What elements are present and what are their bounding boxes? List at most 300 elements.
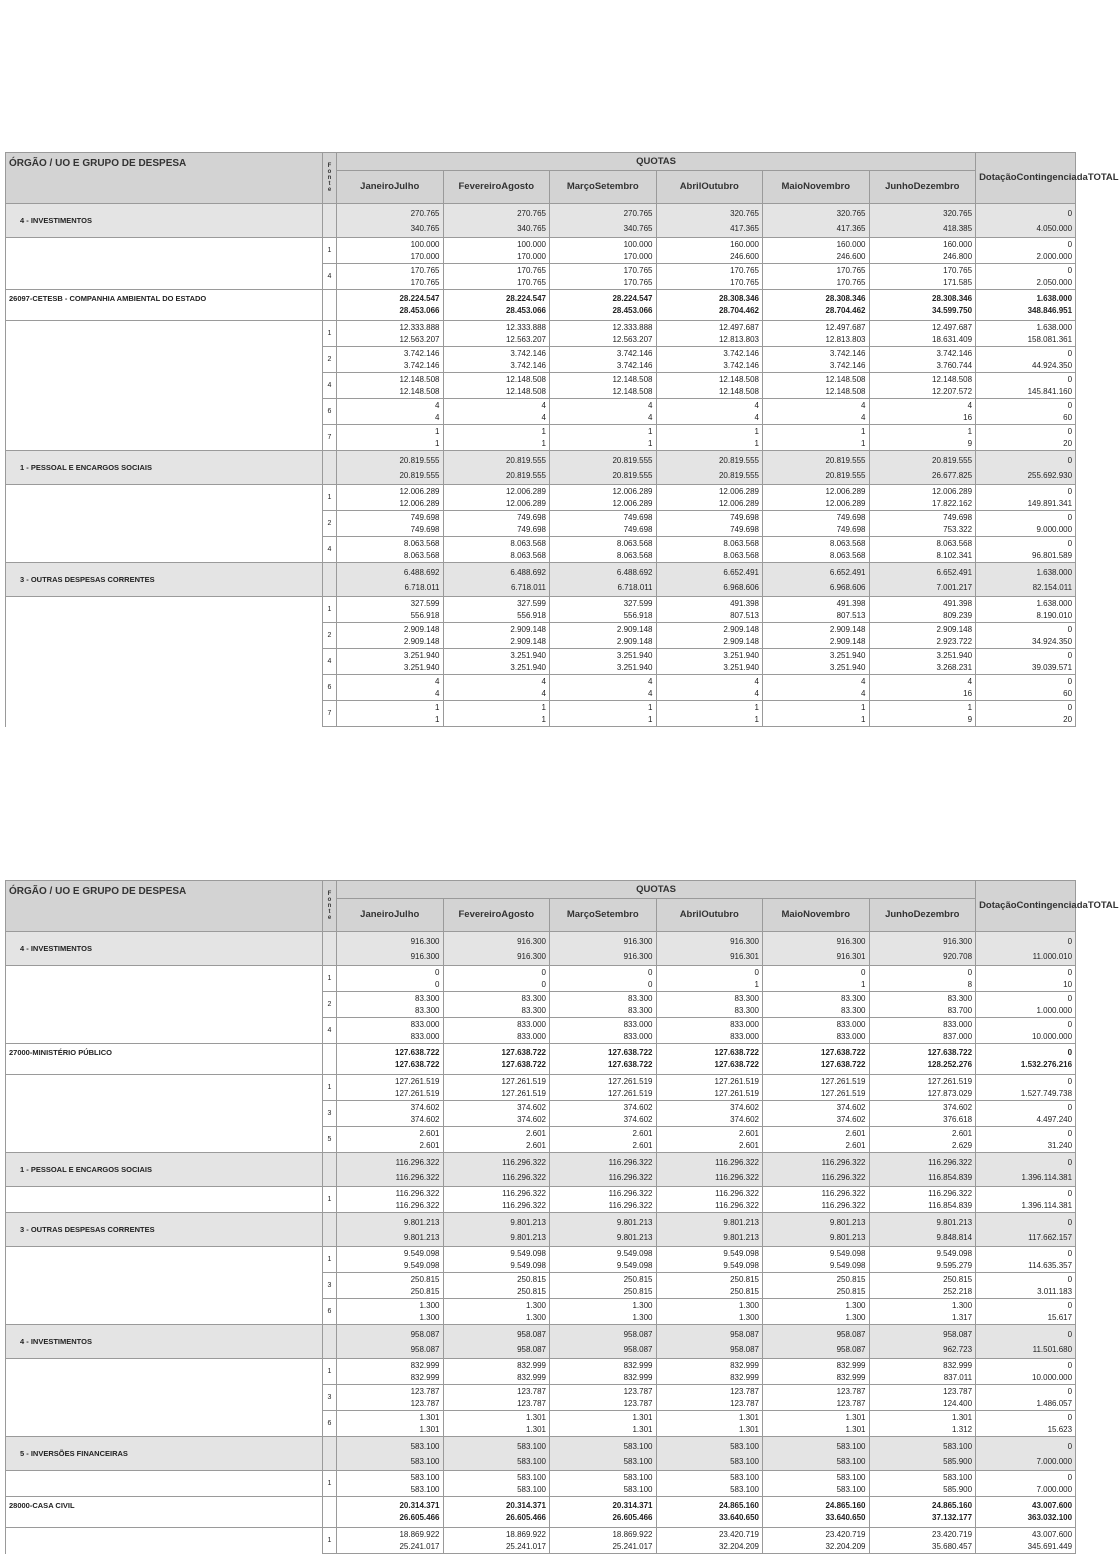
quota-value-second: 1 — [541, 438, 546, 448]
quota-value-second: 4 — [754, 688, 759, 698]
quota-value-first: 12.148.508 — [932, 374, 973, 384]
quotas-table-2 — [5, 880, 1119, 1554]
quota-cell — [337, 623, 444, 649]
quota-value-second: 116.296.322 — [715, 1172, 759, 1182]
quota-cell — [337, 1153, 444, 1187]
quota-value-first: 3.742.146 — [723, 348, 759, 358]
quota-cell — [550, 1359, 657, 1385]
quota-value-second: 2.909.148 — [829, 636, 866, 646]
quota-value-first: 9.549.098 — [829, 1248, 866, 1258]
quota-cell — [443, 675, 550, 701]
quota-value-second: 170.000 — [410, 251, 440, 261]
fonte-letter: o — [327, 897, 332, 903]
quota-value-first: 18.869.922 — [399, 1529, 440, 1539]
quota-value-first: 327.599 — [517, 598, 546, 608]
quota-value-second: 374.602 — [517, 1114, 546, 1124]
fonte-row — [6, 597, 1076, 623]
quota-value-first: 3.742.146 — [829, 348, 866, 358]
quota-value-second: 340.765 — [517, 223, 546, 233]
fonte-row — [6, 399, 1076, 425]
quota-cell — [550, 1299, 657, 1325]
fonte-code: 1 — [323, 597, 337, 623]
quota-value-second: 0 — [648, 979, 653, 989]
quota-value-first: 100.000 — [517, 239, 546, 249]
quota-value-second: 3.742.146 — [829, 360, 866, 370]
quota-value-second: 170.765 — [836, 277, 866, 287]
header-row — [6, 881, 1076, 899]
total-value: 363.032.100 — [1027, 1513, 1073, 1522]
total-cell — [976, 264, 1076, 290]
quota-cell — [763, 1075, 870, 1101]
quota-cell — [443, 1437, 550, 1471]
quota-value-second: 9 — [967, 714, 973, 724]
quota-value-second: 12.563.207 — [399, 334, 440, 344]
quota-value-second: 123.787 — [517, 1398, 546, 1408]
group-row — [6, 1437, 1076, 1471]
quota-cell — [443, 485, 550, 511]
total-cell — [976, 1273, 1076, 1299]
quota-value-second: 4 — [541, 412, 546, 422]
fonte-row — [6, 373, 1076, 399]
quota-value-first: 916.300 — [623, 936, 653, 946]
quota-value-first: 8.063.568 — [616, 538, 653, 548]
total-value: 8.190.010 — [1036, 610, 1073, 620]
quota-value-first: 583.100 — [730, 1441, 759, 1451]
quota-value-first: 4 — [541, 676, 546, 686]
quota-cell — [656, 1187, 763, 1213]
org-row — [6, 290, 1076, 321]
quota-value-second: 833.000 — [623, 1031, 653, 1041]
quota-cell — [656, 1471, 763, 1497]
quota-value-second: 3.251.940 — [616, 662, 653, 672]
row-label — [6, 649, 323, 675]
fonte-code: 3 — [323, 1101, 337, 1127]
quota-value-second: 25.241.017 — [505, 1541, 546, 1551]
quota-cell — [869, 623, 976, 649]
contingenciada-label: Contingenciada — [1016, 172, 1088, 183]
quota-value-second: 12.207.572 — [932, 386, 973, 396]
quota-value-first: 250.815 — [623, 1274, 653, 1284]
quota-value-first: 0 — [967, 967, 973, 977]
quota-value-first: 958.087 — [836, 1329, 866, 1339]
quota-value-first: 3.742.146 — [403, 348, 440, 358]
quota-value-first: 374.602 — [410, 1102, 440, 1112]
quota-value-second: 170.765 — [730, 277, 759, 287]
quota-value-first: 24.865.160 — [932, 1501, 973, 1510]
quota-value-first: 4 — [648, 676, 653, 686]
quota-cell — [656, 597, 763, 623]
fonte-row — [6, 511, 1076, 537]
quota-value-second: 127.261.519 — [395, 1088, 440, 1098]
quota-value-first: 116.296.322 — [608, 1188, 653, 1198]
quota-value-first: 170.765 — [730, 265, 759, 275]
fonte-letter: e — [327, 187, 332, 193]
quota-cell — [656, 238, 763, 264]
quota-cell — [443, 1044, 550, 1075]
dotacao-value: 0 — [1067, 1472, 1073, 1482]
month-header — [443, 899, 550, 932]
orgao-header: ÓRGÃO / UO E GRUPO DE DESPESA — [6, 881, 323, 932]
quota-value-second: 127.638.722 — [821, 1060, 866, 1069]
quota-cell — [443, 425, 550, 451]
quota-value-first: 6.652.491 — [829, 567, 866, 577]
fonte-code — [323, 1437, 337, 1471]
quota-value-first: 749.698 — [943, 512, 973, 522]
fonte-letter: n — [327, 175, 332, 181]
quota-value-second: 1 — [754, 979, 759, 989]
quota-value-second: 252.218 — [943, 1286, 973, 1296]
quota-value-second: 837.000 — [943, 1031, 973, 1041]
quota-value-first: 250.815 — [410, 1274, 440, 1284]
fonte-code — [323, 204, 337, 238]
quota-value-first: 20.819.555 — [718, 455, 759, 465]
quota-value-second: 832.999 — [623, 1372, 653, 1382]
quota-value-second: 127.638.722 — [395, 1060, 440, 1069]
quota-value-second: 170.000 — [623, 251, 653, 261]
total-cell — [976, 1359, 1076, 1385]
quota-value-first: 0 — [754, 967, 759, 977]
quota-value-second: 250.815 — [623, 1286, 653, 1296]
dotacao-label: Dotação — [979, 172, 1017, 183]
quota-value-first: 9.549.098 — [723, 1248, 759, 1258]
quota-value-second: 25.241.017 — [612, 1541, 653, 1551]
total-cell — [976, 537, 1076, 563]
quota-value-first: 0 — [541, 967, 546, 977]
total-value: 11.000.010 — [1032, 951, 1073, 961]
quota-value-first: 123.787 — [623, 1386, 653, 1396]
fonte-row — [6, 1528, 1076, 1554]
quota-value-second: 9.549.098 — [829, 1260, 866, 1270]
fonte-code: 4 — [323, 649, 337, 675]
quota-value-first: 12.148.508 — [399, 374, 440, 384]
month-second-half: Outubro — [701, 909, 739, 920]
quota-value-first: 1.301 — [632, 1412, 653, 1422]
total-cell — [976, 1018, 1076, 1044]
total-value: 60 — [1063, 412, 1073, 422]
quota-cell — [443, 932, 550, 966]
quota-value-second: 2.601 — [632, 1140, 653, 1150]
quota-value-second: 12.006.289 — [612, 498, 653, 508]
quota-value-first: 250.815 — [943, 1274, 973, 1284]
quota-cell — [656, 290, 763, 321]
quota-value-first: 1.301 — [419, 1412, 440, 1422]
quota-value-first: 123.787 — [730, 1386, 759, 1396]
dotacao-value: 0 — [1067, 208, 1073, 218]
quota-value-second: 26.677.825 — [932, 470, 973, 480]
row-label — [6, 264, 323, 290]
quota-value-second: 583.100 — [623, 1484, 653, 1494]
quota-value-second: 4 — [648, 412, 653, 422]
fonte-row — [6, 1018, 1076, 1044]
quota-value-first: 18.869.922 — [612, 1529, 653, 1539]
quota-value-first: 28.308.346 — [718, 294, 759, 303]
quota-value-first: 1.301 — [845, 1412, 866, 1422]
fonte-code: 7 — [323, 701, 337, 727]
quota-value-first: 127.261.519 — [395, 1076, 440, 1086]
fonte-row — [6, 1273, 1076, 1299]
quota-value-second: 7.001.217 — [936, 582, 973, 592]
quota-cell — [550, 1273, 657, 1299]
quota-value-second: 3.268.231 — [936, 662, 973, 672]
quota-value-first: 116.296.322 — [928, 1188, 973, 1198]
row-label — [6, 597, 323, 623]
fonte-row — [6, 1471, 1076, 1497]
quota-value-second: 116.296.322 — [608, 1200, 653, 1210]
total-value: 158.081.361 — [1027, 334, 1073, 344]
quota-value-first: 0 — [861, 967, 866, 977]
quota-cell — [656, 204, 763, 238]
total-cell — [976, 1187, 1076, 1213]
quota-value-first: 9.549.098 — [936, 1248, 973, 1258]
quota-cell — [337, 1018, 444, 1044]
fonte-code: 1 — [323, 238, 337, 264]
total-value: 9.000.000 — [1036, 524, 1073, 534]
dotacao-value: 0 — [1067, 1048, 1073, 1057]
quota-value-first: 8.063.568 — [723, 538, 759, 548]
quota-value-first: 12.148.508 — [718, 374, 759, 384]
fonte-code — [323, 563, 337, 597]
quotas-table-1 — [5, 152, 1119, 727]
fonte-row — [6, 537, 1076, 563]
dotacao-value: 0 — [1067, 1188, 1073, 1198]
quota-cell — [337, 563, 444, 597]
quota-value-second: 833.000 — [836, 1031, 866, 1041]
quota-value-second: 583.100 — [730, 1484, 759, 1494]
fonte-code — [323, 1213, 337, 1247]
quota-value-first: 9.549.098 — [616, 1248, 653, 1258]
quota-value-second: 170.765 — [623, 277, 653, 287]
month-first-half: Maio — [781, 181, 804, 192]
quota-cell — [656, 451, 763, 485]
quota-cell — [869, 425, 976, 451]
quota-cell — [443, 563, 550, 597]
quota-value-first: 833.000 — [517, 1019, 546, 1029]
quota-value-first: 250.815 — [730, 1274, 759, 1284]
quota-value-first: 2.909.148 — [723, 624, 759, 634]
quota-value-second: 12.813.803 — [718, 334, 759, 344]
quota-cell — [443, 238, 550, 264]
quota-cell — [656, 675, 763, 701]
row-label — [6, 1385, 323, 1411]
quota-value-first: 374.602 — [517, 1102, 546, 1112]
quota-cell — [443, 1471, 550, 1497]
quota-cell — [443, 537, 550, 563]
total-cell — [976, 1385, 1076, 1411]
quota-cell — [337, 1411, 444, 1437]
quota-value-first: 3.251.940 — [510, 650, 546, 660]
quota-cell — [656, 511, 763, 537]
quota-cell — [550, 1127, 657, 1153]
dotacao-value: 0 — [1067, 1217, 1073, 1227]
quota-value-first: 1.300 — [525, 1300, 546, 1310]
quota-value-second: 4 — [648, 688, 653, 698]
row-label — [6, 1273, 323, 1299]
month-first-half: Junho — [885, 181, 914, 192]
quota-value-second: 83.700 — [947, 1005, 973, 1015]
quota-value-second: 16 — [963, 412, 973, 422]
quota-value-second: 920.708 — [943, 951, 973, 961]
quota-cell — [550, 485, 657, 511]
quota-value-second: 807.513 — [730, 610, 759, 620]
quota-value-first: 749.698 — [410, 512, 440, 522]
quota-value-first: 2.601 — [845, 1128, 866, 1138]
quota-cell — [656, 1273, 763, 1299]
row-label: 26097-CETESB - COMPANHIA AMBIENTAL DO ESTADO — [6, 290, 323, 321]
row-label — [6, 1299, 323, 1325]
fonte-code — [323, 451, 337, 485]
quota-value-first: 1.300 — [419, 1300, 440, 1310]
quota-value-second: 1 — [648, 714, 653, 724]
quota-cell — [656, 537, 763, 563]
quota-value-first: 3.251.940 — [936, 650, 973, 660]
quota-value-first: 833.000 — [836, 1019, 866, 1029]
quota-cell — [337, 597, 444, 623]
quota-cell — [550, 701, 657, 727]
quota-cell — [443, 701, 550, 727]
quota-cell — [337, 932, 444, 966]
quota-cell — [763, 399, 870, 425]
quota-value-first: 4 — [967, 676, 973, 686]
row-label: 4 - INVESTIMENTOS — [6, 932, 323, 966]
quota-cell — [869, 321, 976, 347]
quota-value-first: 28.224.547 — [399, 294, 440, 303]
quota-cell — [656, 1528, 763, 1554]
quota-value-first: 833.000 — [623, 1019, 653, 1029]
quota-value-first: 250.815 — [836, 1274, 866, 1284]
quota-value-second: 83.300 — [841, 1005, 866, 1015]
fonte-code: 6 — [323, 1411, 337, 1437]
total-value: 2.050.000 — [1036, 277, 1073, 287]
quota-cell — [443, 1127, 550, 1153]
quota-value-first: 583.100 — [517, 1472, 546, 1482]
quota-cell — [869, 966, 976, 992]
quota-value-second: 116.296.322 — [608, 1172, 653, 1182]
quota-cell — [443, 966, 550, 992]
quota-cell — [337, 204, 444, 238]
quota-value-second: 4 — [861, 412, 866, 422]
quota-cell — [337, 1127, 444, 1153]
quota-value-first: 3.742.146 — [616, 348, 653, 358]
quota-value-first: 2.601 — [525, 1128, 546, 1138]
quota-cell — [656, 1018, 763, 1044]
quota-cell — [869, 992, 976, 1018]
quota-value-first: 12.006.289 — [399, 486, 440, 496]
quota-value-first: 9.549.098 — [403, 1248, 440, 1258]
dotacao-value: 43.007.600 — [1032, 1501, 1073, 1510]
quota-cell — [337, 1359, 444, 1385]
quota-value-second: 1.300 — [845, 1312, 866, 1322]
total-cell — [976, 932, 1076, 966]
quota-value-first: 320.765 — [836, 208, 866, 218]
fonte-code: 2 — [323, 347, 337, 373]
quota-value-first: 12.148.508 — [612, 374, 653, 384]
total-cell — [976, 204, 1076, 238]
quota-cell — [337, 1528, 444, 1554]
quota-cell — [550, 649, 657, 675]
quota-value-second: 123.787 — [410, 1398, 440, 1408]
fonte-row — [6, 1127, 1076, 1153]
quota-value-second: 0 — [435, 979, 440, 989]
quota-value-second: 2.601 — [738, 1140, 759, 1150]
total-value: 7.000.000 — [1036, 1484, 1073, 1494]
quota-value-first: 1 — [541, 702, 546, 712]
quota-cell — [337, 701, 444, 727]
quota-value-second: 2.629 — [952, 1140, 973, 1150]
quota-value-second: 28.453.066 — [399, 306, 440, 315]
quota-cell — [763, 1359, 870, 1385]
quota-cell — [763, 1153, 870, 1187]
quota-value-second: 116.296.322 — [502, 1172, 546, 1182]
quota-value-first: 116.296.322 — [715, 1157, 759, 1167]
total-value: 31.240 — [1047, 1140, 1073, 1150]
quota-value-first: 374.602 — [623, 1102, 653, 1112]
quota-value-first: 958.087 — [943, 1329, 973, 1339]
quota-value-first: 6.488.692 — [510, 567, 546, 577]
fonte-row — [6, 1101, 1076, 1127]
quota-value-second: 4 — [435, 412, 440, 422]
quota-value-first: 24.865.160 — [825, 1501, 866, 1510]
quota-value-first: 160.000 — [943, 239, 973, 249]
quota-value-second: 958.087 — [623, 1344, 653, 1354]
quota-value-first: 749.698 — [730, 512, 759, 522]
quota-value-first: 12.333.888 — [399, 322, 440, 332]
quotas-header: QUOTAS — [337, 881, 976, 899]
quota-cell — [550, 1528, 657, 1554]
fonte-code: 5 — [323, 1127, 337, 1153]
group-row — [6, 204, 1076, 238]
quota-value-second: 583.100 — [410, 1484, 440, 1494]
quota-value-first: 1 — [967, 702, 973, 712]
quota-value-first: 12.006.289 — [825, 486, 866, 496]
quota-cell — [443, 1411, 550, 1437]
quota-value-second: 583.100 — [836, 1456, 866, 1466]
month-header — [337, 171, 444, 204]
quota-cell — [656, 425, 763, 451]
quota-cell — [869, 675, 976, 701]
fonte-header — [323, 153, 337, 204]
group-row — [6, 451, 1076, 485]
quota-cell — [443, 1273, 550, 1299]
fonte-code: 2 — [323, 511, 337, 537]
quota-value-second: 37.132.177 — [932, 1513, 973, 1522]
quota-cell — [337, 992, 444, 1018]
row-label — [6, 1411, 323, 1437]
row-label: 5 - INVERSÕES FINANCEIRAS — [6, 1437, 323, 1471]
quota-value-first: 4 — [754, 400, 759, 410]
quota-value-second: 20.819.555 — [612, 470, 653, 480]
quota-value-second: 171.585 — [943, 277, 973, 287]
quota-cell — [656, 1437, 763, 1471]
quota-value-first: 20.819.555 — [932, 455, 973, 465]
row-label: 27000-MINISTÉRIO PÚBLICO — [6, 1044, 323, 1075]
quota-cell — [656, 1101, 763, 1127]
quota-value-second: 6.718.011 — [617, 582, 653, 592]
quota-value-second: 1.301 — [419, 1424, 440, 1434]
group-row — [6, 1153, 1076, 1187]
quota-cell — [869, 1247, 976, 1273]
quota-cell — [443, 1075, 550, 1101]
quota-value-second: 833.000 — [410, 1031, 440, 1041]
quota-value-second: 2.923.722 — [936, 636, 973, 646]
fonte-code: 1 — [323, 966, 337, 992]
quota-cell — [763, 321, 870, 347]
quota-cell — [763, 966, 870, 992]
quota-value-second: 6.968.606 — [829, 582, 866, 592]
quota-value-second: 9.801.213 — [403, 1232, 440, 1242]
fonte-row — [6, 966, 1076, 992]
quota-cell — [656, 485, 763, 511]
quota-cell — [763, 511, 870, 537]
